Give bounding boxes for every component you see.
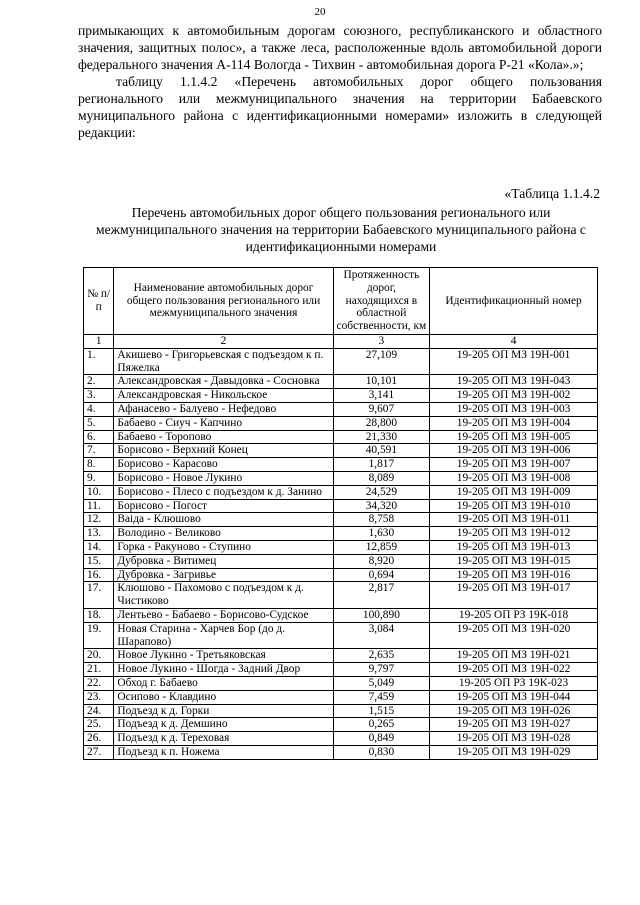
- row-number: 8.: [84, 458, 114, 472]
- table-row: [84, 389, 598, 403]
- table-row: [84, 471, 598, 485]
- road-name: Осипово - Клавдино: [114, 690, 333, 704]
- road-id: 19-205 ОП МЗ 19Н-021: [430, 649, 598, 663]
- row-number: 15.: [84, 554, 114, 568]
- road-id: 19-205 ОП МЗ 19Н-020: [430, 622, 598, 649]
- row-number: 25.: [84, 718, 114, 732]
- row-number: 4.: [84, 402, 114, 416]
- road-id: 19-205 ОП РЗ 19К-023: [430, 676, 598, 690]
- table-row: [84, 649, 598, 663]
- row-number: 21.: [84, 663, 114, 677]
- road-name: Горка - Ракуново - Ступино: [114, 540, 333, 554]
- road-id: 19-205 ОП МЗ 19Н-028: [430, 732, 598, 746]
- row-number: 24.: [84, 704, 114, 718]
- road-name: Дубровка - Загривье: [114, 568, 333, 582]
- road-length: 100,890: [333, 608, 430, 622]
- road-length: 12,859: [333, 540, 430, 554]
- road-length: 8,920: [333, 554, 430, 568]
- road-length: 1,817: [333, 458, 430, 472]
- road-id: 19-205 ОП МЗ 19Н-008: [430, 471, 598, 485]
- table-row: [84, 745, 598, 759]
- road-id: 19-205 ОП МЗ 19Н-007: [430, 458, 598, 472]
- road-name: Подъезд к д. Тереховая: [114, 732, 333, 746]
- road-id: 19-205 ОП МЗ 19Н-003: [430, 402, 598, 416]
- road-length: 8,758: [333, 513, 430, 527]
- road-name: Борисово - Верхний Конец: [114, 444, 333, 458]
- road-name: Лентьево - Бабаево - Борисово-Судское: [114, 608, 333, 622]
- row-number: 16.: [84, 568, 114, 582]
- table-row: [84, 704, 598, 718]
- table-row: [84, 554, 598, 568]
- row-number: 3.: [84, 389, 114, 403]
- road-id: 19-205 ОП МЗ 19Н-022: [430, 663, 598, 677]
- road-name: Володино - Великово: [114, 527, 333, 541]
- header-name: Наименование автомобильных дорог общего пользования регионального или межмуниципального значения: [114, 268, 333, 335]
- road-length: 27,109: [333, 348, 430, 375]
- table-row: [84, 402, 598, 416]
- road-id: 19-205 ОП МЗ 19Н-002: [430, 389, 598, 403]
- table-row: [84, 348, 598, 375]
- row-number: 27.: [84, 745, 114, 759]
- row-number: 7.: [84, 444, 114, 458]
- road-length: 3,141: [333, 389, 430, 403]
- intro-paragraph-1: примыкающих к автомобильным дорогам союзного, республиканского и областного значения, защитных полос», а также леса, расположенные вдоль автомобильной дороги федерального значения А-114 Вологда - Тихвин - автомобильная дорога Р-21 «Кола».»;: [78, 23, 602, 72]
- road-name: Акишево - Григорьевская с подъездом к п. Пяжелка: [114, 348, 333, 375]
- column-number: 1: [84, 334, 114, 348]
- table-row: [84, 527, 598, 541]
- road-length: 5,049: [333, 676, 430, 690]
- road-length: 9,607: [333, 402, 430, 416]
- road-length: 28,800: [333, 416, 430, 430]
- road-id: 19-205 ОП РЗ 19К-018: [430, 608, 598, 622]
- road-length: 0,265: [333, 718, 430, 732]
- table-row: [84, 732, 598, 746]
- road-length: 24,529: [333, 485, 430, 499]
- road-length: 0,694: [333, 568, 430, 582]
- table-row: [84, 676, 598, 690]
- table-row: [84, 690, 598, 704]
- header-num: № п/п: [84, 268, 114, 335]
- road-id: 19-205 ОП МЗ 19Н-010: [430, 499, 598, 513]
- road-name: Подъезд к д. Горки: [114, 704, 333, 718]
- row-number: 9.: [84, 471, 114, 485]
- table-row: [84, 430, 598, 444]
- road-length: 0,830: [333, 745, 430, 759]
- row-number: 11.: [84, 499, 114, 513]
- table-row: [84, 416, 598, 430]
- column-number-row: [84, 334, 598, 348]
- road-length: 1,630: [333, 527, 430, 541]
- row-number: 23.: [84, 690, 114, 704]
- road-name: Дубровка - Витимец: [114, 554, 333, 568]
- road-id: 19-205 ОП МЗ 19Н-011: [430, 513, 598, 527]
- header-id: Идентификационный номер: [430, 268, 598, 335]
- road-length: 2,635: [333, 649, 430, 663]
- road-length: 10,101: [333, 375, 430, 389]
- row-number: 19.: [84, 622, 114, 649]
- road-name: Борисово - Погост: [114, 499, 333, 513]
- row-number: 18.: [84, 608, 114, 622]
- road-id: 19-205 ОП МЗ 19Н-009: [430, 485, 598, 499]
- table-row: [84, 663, 598, 677]
- road-name: Ваіда - Клюшово: [114, 513, 333, 527]
- row-number: 14.: [84, 540, 114, 554]
- road-name: Борисово - Новое Лукино: [114, 471, 333, 485]
- road-id: 19-205 ОП МЗ 19Н-017: [430, 582, 598, 609]
- table-row: [84, 444, 598, 458]
- road-id: 19-205 ОП МЗ 19Н-044: [430, 690, 598, 704]
- road-length: 34,320: [333, 499, 430, 513]
- road-name: Александровская - Давыдовка - Сосновка: [114, 375, 333, 389]
- road-length: 2,817: [333, 582, 430, 609]
- row-number: 13.: [84, 527, 114, 541]
- table-row: [84, 540, 598, 554]
- road-name: Борисово - Плесо с подъездом к д. Занино: [114, 485, 333, 499]
- road-id: 19-205 ОП МЗ 19Н-027: [430, 718, 598, 732]
- table-header-row: [84, 268, 598, 335]
- table-row: [84, 485, 598, 499]
- row-number: 2.: [84, 375, 114, 389]
- table-heading: Перечень автомобильных дорог общего пользования регионального или межмуниципального значения на территории Бабаевского муниципального района с идентификационными номерами: [96, 205, 586, 254]
- road-id: 19-205 ОП МЗ 19Н-013: [430, 540, 598, 554]
- road-id: 19-205 ОП МЗ 19Н-004: [430, 416, 598, 430]
- road-name: Клюшово - Пахомово с подъездом к д. Чистиково: [114, 582, 333, 609]
- column-number: 2: [114, 334, 333, 348]
- page-number: 20: [314, 6, 326, 18]
- table-row: [84, 608, 598, 622]
- table-row: [84, 568, 598, 582]
- road-length: 9,797: [333, 663, 430, 677]
- road-length: 40,591: [333, 444, 430, 458]
- table-row: [84, 582, 598, 609]
- road-name: Новое Лукино - Третьяковская: [114, 649, 333, 663]
- row-number: 1.: [84, 348, 114, 375]
- table-row: [84, 458, 598, 472]
- road-length: 0,849: [333, 732, 430, 746]
- road-id: 19-205 ОП МЗ 19Н-015: [430, 554, 598, 568]
- road-id: 19-205 ОП МЗ 19Н-016: [430, 568, 598, 582]
- road-length: 21,330: [333, 430, 430, 444]
- table-row: [84, 499, 598, 513]
- road-length: 8,089: [333, 471, 430, 485]
- road-length: 7,459: [333, 690, 430, 704]
- road-id: 19-205 ОП МЗ 19Н-026: [430, 704, 598, 718]
- row-number: 26.: [84, 732, 114, 746]
- road-name: Новая Старина - Харчев Бор (до д. Шарапово): [114, 622, 333, 649]
- road-length: 1,515: [333, 704, 430, 718]
- road-name: Афанасево - Балуево - Нефедово: [114, 402, 333, 416]
- table-row: [84, 513, 598, 527]
- column-number: 3: [333, 334, 430, 348]
- road-name: Бабаево - Сиуч - Капчино: [114, 416, 333, 430]
- road-name: Александровская - Никольское: [114, 389, 333, 403]
- road-name: Подъезд к д. Демшино: [114, 718, 333, 732]
- row-number: 6.: [84, 430, 114, 444]
- road-name: Борисово - Карасово: [114, 458, 333, 472]
- roads-table: [83, 267, 598, 760]
- row-number: 22.: [84, 676, 114, 690]
- road-id: 19-205 ОП МЗ 19Н-005: [430, 430, 598, 444]
- road-name: Бабаево - Торопово: [114, 430, 333, 444]
- header-length: Протяженность дорог, находящихся в областной собственности, км: [333, 268, 430, 335]
- intro-paragraph-2: таблицу 1.1.4.2 «Перечень автомобильных дорог общего пользования регионального или межмуниципального значения на территории Бабаевского муниципального района с идентификационными номерами» изложить в следующей редакции:: [78, 74, 602, 140]
- row-number: 10.: [84, 485, 114, 499]
- table-row: [84, 718, 598, 732]
- road-id: 19-205 ОП МЗ 19Н-012: [430, 527, 598, 541]
- column-number: 4: [430, 334, 598, 348]
- row-number: 20.: [84, 649, 114, 663]
- row-number: 17.: [84, 582, 114, 609]
- road-name: Обход г. Бабаево: [114, 676, 333, 690]
- row-number: 12.: [84, 513, 114, 527]
- intro-text: [78, 22, 602, 141]
- road-name: Подъезд к п. Ножема: [114, 745, 333, 759]
- road-length: 3,084: [333, 622, 430, 649]
- road-id: 19-205 ОП МЗ 19Н-043: [430, 375, 598, 389]
- roads-table-body: [84, 348, 598, 759]
- table-row: [84, 622, 598, 649]
- table-caption: «Таблица 1.1.4.2: [504, 186, 600, 201]
- road-id: 19-205 ОП МЗ 19Н-001: [430, 348, 598, 375]
- road-name: Новое Лукино - Шогда - Задний Двор: [114, 663, 333, 677]
- road-id: 19-205 ОП МЗ 19Н-029: [430, 745, 598, 759]
- row-number: 5.: [84, 416, 114, 430]
- table-row: [84, 375, 598, 389]
- road-id: 19-205 ОП МЗ 19Н-006: [430, 444, 598, 458]
